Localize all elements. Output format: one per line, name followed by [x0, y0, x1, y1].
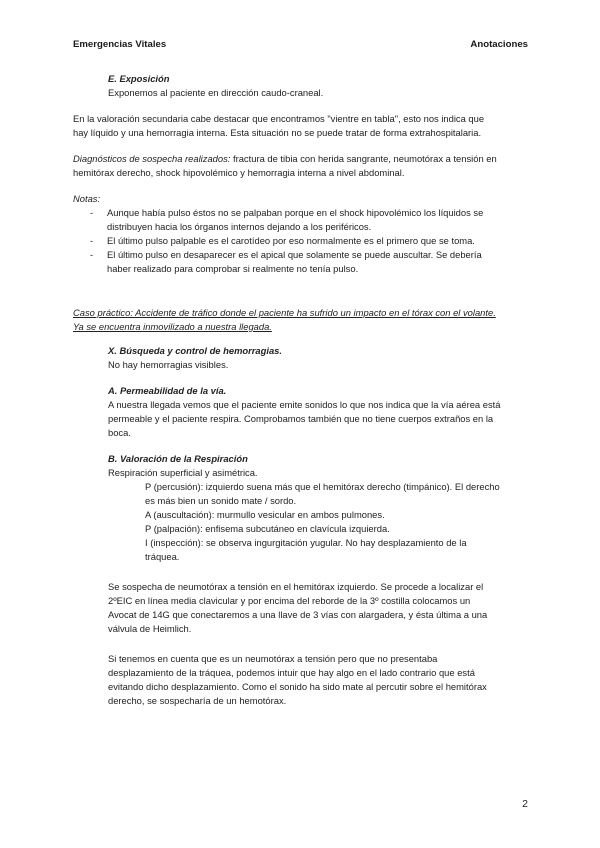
list-item: - Aunque había pulso éstos no se palpaban porque en el shock hipovolémico los líquidos se distribuyen hacia los órganos internos dejando a los periféricos. [107, 206, 528, 234]
busqueda-text: No hay hemorragias visibles. [108, 359, 229, 370]
respiracion-title: B. Valoración de la Respiración [108, 453, 248, 464]
percusion-line: es más bien un sonido mate / sordo. [145, 495, 297, 506]
page-header [73, 38, 528, 52]
list-item: - El último pulso palpable es el carotídeo por eso normalmente es el primero que se toma. [107, 234, 528, 248]
permeabilidad-text: A nuestra llegada vemos que el paciente emite sonidos lo que nos indica que la vía aérea está permeable y el paciente respira. Comprobamos también que no tiene cuerpos extraños en la boca. [108, 399, 501, 438]
percusion-line: P (percusión): izquierdo suena más que el hemitórax derecho (timpánico). El derecho [145, 481, 500, 492]
busqueda-title: X. Búsqueda y control de hemorragias. [108, 345, 283, 356]
inspeccion-line: I (inspección): se observa ingurgitación yugular. No hay desplazamiento de la [145, 537, 467, 548]
secundaria-line: En la valoración secundaria cabe destacar que encontramos "vientre en tabla", esto nos indica que [73, 113, 485, 124]
diagnosticos-label: Diagnósticos de sospecha realizados: [73, 153, 231, 164]
caso-practico-heading: Caso práctico: Accidente de tráfico donde el paciente ha sufrido un impacto en el tórax con el volante. Ya se encuentra inmovilizado a nuestra llegada. [73, 307, 496, 332]
secundaria-line: hay líquido y una hemorragia interna. Esta situación no se puede tratar de forma extrahospitalaria. [73, 127, 482, 138]
permeabilidad-title: A. Permeabilidad de la vía. [108, 385, 227, 396]
exposicion-title: E. Exposición [108, 73, 170, 84]
auscultacion-line: A (auscultación): murmullo vesicular en ambos pulmones. [145, 509, 385, 520]
respiracion-findings [73, 480, 528, 564]
diagnosticos-paragraph [73, 152, 528, 180]
list-item: - El último pulso en desaparecer es el apical que solamente se puede auscultar. Se debería haber realizado para comprobar si realmente no tenía pulso. [107, 248, 528, 276]
page-number: 2 [522, 798, 528, 810]
header-subject: Emergencias Vitales [73, 39, 167, 50]
sospecha-paragraph: Se sospecha de neumotórax a tensión en el hemitórax izquierdo. Se procede a localizar el 2ºEIC en línea media clavicular y por encima del reborde de la 3º costilla colocamos un Avocat de 14G que conectaremos a una llave de 3 vías con alargadera, y ésta última a una válvula de Heimlich. [108, 581, 488, 634]
page-content [73, 72, 528, 708]
valoracion-secundaria-paragraph [73, 112, 528, 140]
conclusion-paragraph: Si tenemos en cuenta que es un neumotórax a tensión pero que no presentaba desplazamiento de la tráquea, podemos intuir que hay algo en el lado contrario que está evitando dicho desplazamiento. Como el sonido ha sido mate al percutir sobre el hemitórax derecho, se sospecharía de un hemotórax. [108, 653, 487, 706]
exposicion-text: Exponemos al paciente en dirección caudo-craneal. [108, 87, 324, 98]
notas-label: Notas: [73, 193, 101, 204]
diagnosticos-text: hemitórax derecho, shock hipovolémico y hemorragia interna a nivel abdominal. [73, 167, 405, 178]
inspeccion-line: tráquea. [145, 551, 180, 562]
respiracion-intro: Respiración superficial y asimétrica. [108, 467, 258, 478]
notas-list [73, 206, 528, 276]
header-section: Anotaciones [470, 39, 528, 50]
diagnosticos-text: fractura de tibia con herida sangrante, neumotórax a tensión en [230, 153, 497, 164]
palpacion-line: P (palpación): enfisema subcutáneo en clavícula izquierda. [145, 523, 390, 534]
